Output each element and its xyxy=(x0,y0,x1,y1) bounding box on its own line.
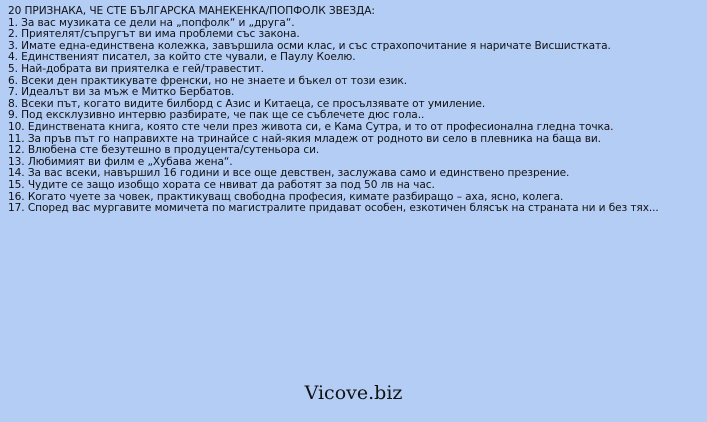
list-item: 9. Под ексклузивно интервю разбирате, че пак ще се съблечете дюс гола.. xyxy=(8,109,425,122)
list-item: 5. Най-добрата ви приятелка е гей/травестит. xyxy=(8,62,264,75)
site-watermark: Vicove.biz xyxy=(304,382,403,404)
article-text xyxy=(8,6,698,215)
list-item: 17. Според вас мургавите момичета по магистралите придават особен, езкотичен блясък на страната ни и без тях... xyxy=(8,202,659,215)
list-item: 14. За вас всеки, навършил 16 години и все още девствен, заслужава само и единствено презрение. xyxy=(8,167,570,180)
list-item: 7. Идеалът ви за мъж е Митко Бербатов. xyxy=(8,86,235,99)
list-item: 16. Когато чуете за човек, практикуващ свободна професия, кимате разбиращо – аха, ясно, колега. xyxy=(8,190,564,203)
list-item: 3. Имате една-единствена колежка, завършила осми клас, и със страхопочитание я наричате Висшистката. xyxy=(8,39,611,52)
list-item: 10. Единствената книга, която сте чели през живота си, е Кама Сутра, и то от професионална гледна точка. xyxy=(8,120,614,133)
list-item: 11. За пръв път го направихте на тринайсе с най-якия младеж от родното ви село в плевника на баща ви. xyxy=(8,132,601,145)
list-item: 15. Чудите се защо изобщо хората се нвиват да работят за под 50 лв на час. xyxy=(8,178,435,191)
list-item: 6. Всеки ден практикувате френски, но не знаете и бъкел от този език. xyxy=(8,74,407,87)
signs-list xyxy=(8,18,698,215)
list-item: 1. За вас музиката се дели на „попфолк“ и „друга“. xyxy=(8,16,295,29)
list-item: 13. Любимият ви филм е „Хубава жена“. xyxy=(8,155,233,168)
list-item: 4. Единственият писател, за който сте чували, е Паулу Коелю. xyxy=(8,51,356,64)
list-item: 12. Влюбена сте безутешно в продуцента/сутеньора си. xyxy=(8,144,320,157)
list-item: 8. Всеки път, когато видите билборд с Азис и Китаеца, се просълзявате от умиление. xyxy=(8,97,486,110)
list-item: 2. Приятелят/съпругът ви има проблеми със закона. xyxy=(8,28,300,41)
article-title: 20 ПРИЗНАКА, ЧЕ СТЕ БЪЛГАРСКА МАНЕКЕНКА/ПОПФОЛК ЗВЕЗДА: xyxy=(8,5,375,17)
